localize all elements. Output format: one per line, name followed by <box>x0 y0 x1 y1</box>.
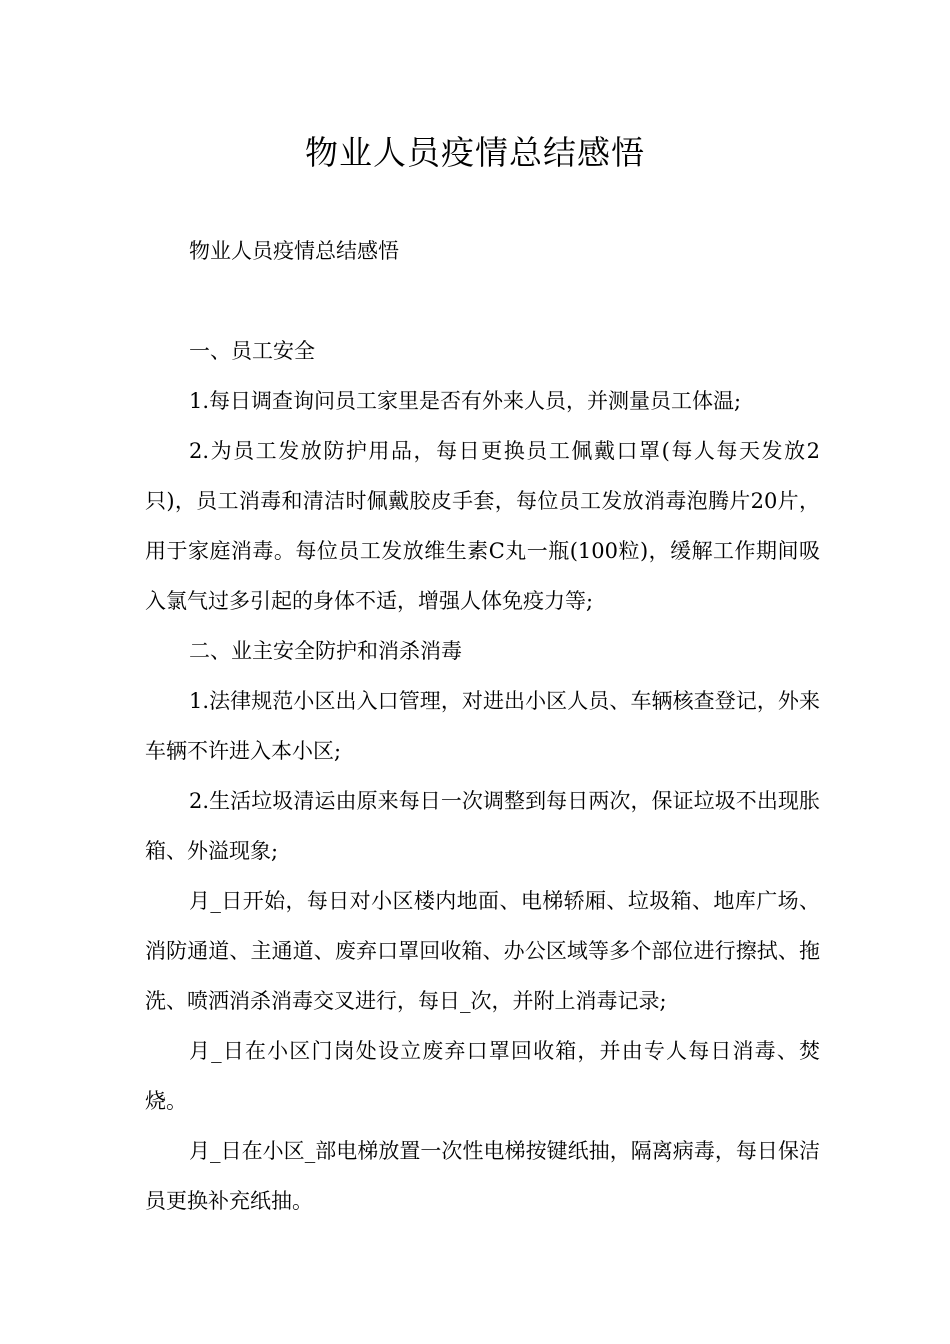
paragraph-elevator-tissue: 月_日在小区_部电梯放置一次性电梯按键纸抽，隔离病毒，每日保洁员更换补充纸抽。 <box>145 1139 820 1213</box>
document-title: 物业人员疫情总结感悟 <box>305 133 645 172</box>
paragraph-mask-recycling: 月_日在小区门岗处设立废弃口罩回收箱，并由专人每日消毒、焚烧。 <box>145 1039 820 1113</box>
paragraph-protective-supplies: 2.为员工发放防护用品，每日更换员工佩戴口罩(每人每天发放2只)，员工消毒和清洁时佩戴胶皮手套，每位员工发放消毒泡腾片20片，用于家庭消毒。每位员工发放维生素C丸一瓶(100粒)，缓解工作期间吸入氯气过多引起的身体不适，增强人体免疫力等; <box>145 439 820 613</box>
section-heading-owner-safety: 二、业主安全防护和消杀消毒 <box>189 639 462 663</box>
paragraph-disinfection-schedule: 月_日开始，每日对小区楼内地面、电梯轿厢、垃圾箱、地库广场、消防通道、主通道、废弃口罩回收箱、办公区域等多个部位进行擦拭、拖洗、喷洒消杀消毒交叉进行，每日_次，并附上消毒记录; <box>145 889 820 1013</box>
paragraph-entrance-management: 1.法律规范小区出入口管理，对进出小区人员、车辆核查登记，外来车辆不许进入本小区; <box>145 689 820 763</box>
paragraph-garbage-removal: 2.生活垃圾清运由原来每日一次调整到每日两次，保证垃圾不出现胀箱、外溢现象; <box>145 789 820 863</box>
subtitle-paragraph: 物业人员疫情总结感悟 <box>189 239 399 263</box>
section-heading-staff-safety: 一、员工安全 <box>189 339 315 363</box>
paragraph-staff-check: 1.每日调查询问员工家里是否有外来人员，并测量员工体温; <box>189 389 742 413</box>
blank-line <box>145 276 820 326</box>
document-body <box>145 226 820 1226</box>
